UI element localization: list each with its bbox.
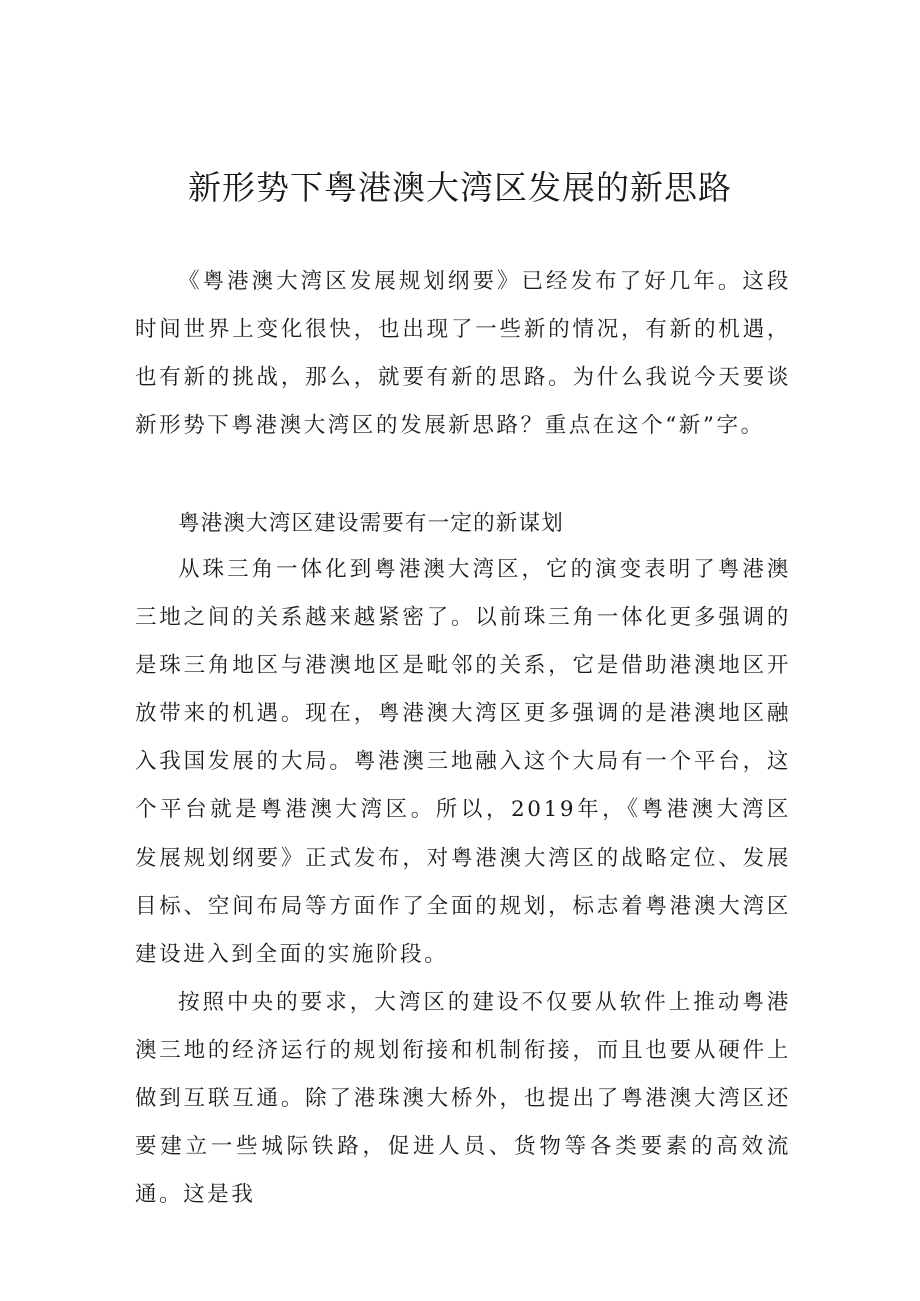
document-title: 新形势下粤港澳大湾区发展的新思路: [188, 168, 732, 207]
section-heading: 粤港澳大湾区建设需要有一定的新谋划: [178, 511, 564, 536]
intro-paragraph: 《粤港澳大湾区发展规划纲要》已经发布了好几年。这段时间世界上变化很快，也出现了一些新的情况，有新的机遇，也有新的挑战，那么，就要有新的思路。为什么我说今天要谈新形势下粤港澳大湾区的发展新思路？重点在这个“新”字。: [135, 269, 791, 439]
body-paragraph-1: 从珠三角一体化到粤港澳大湾区，它的演变表明了粤港澳三地之间的关系越来越紧密了。以前珠三角一体化更多强调的是珠三角地区与港澳地区是毗邻的关系，它是借助港澳地区开放带来的机遇。现在，粤港澳大湾区更多强调的是港澳地区融入我国发展的大局。粤港澳三地融入这个大局有一个平台，这个平台就是粤港澳大湾区。所以，2019年，《粤港澳大湾区发展规划纲要》正式发布，对粤港澳大湾区的战略定位、发展目标、空间布局等方面作了全面的规划，标志着粤港澳大湾区建设进入到全面的实施阶段。: [135, 557, 791, 967]
body-paragraph-2: 按照中央的要求，大湾区的建设不仅要从软件上推动粤港澳三地的经济运行的规划衔接和机制衔接，而且也要从硬件上做到互联互通。除了港珠澳大桥外，也提出了粤港澳大湾区还要建立一些城际铁路，促进人员、货物等各类要素的高效流通。这是我: [135, 990, 791, 1208]
